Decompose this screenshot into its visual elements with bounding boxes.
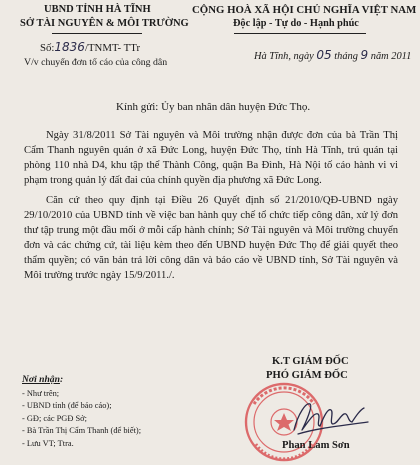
recipient-item: - Lưu VT; Ttra.: [22, 438, 74, 448]
recipient-item: - Bà Trần Thị Cẩm Thanh (để biết);: [22, 426, 142, 436]
handwritten-signature: [288, 392, 372, 442]
date-day: 05: [316, 48, 332, 62]
motto-underline: [234, 33, 366, 34]
paragraph-2: Căn cứ theo quy định tại Điều 26 Quyết định số 21/2010/QĐ-UBND ngày 29/10/2010 của UBND tỉnh về việc ban hành quy chế tổ chức tiếp công dân, xử lý đơn thư tập trung một đầu mối ở mỗi cấp hành chính; Sở Tài nguyên và Môi trường chuyển đơn và các chứng cứ, tài liệu kèm theo đến UBND huyện Đức Thọ để giải quyết theo thẩm quyền; có văn bản trả lời công dân và báo cáo về UBND tỉnh, Sở Tài nguyên và Môi trường trước ngày 15/9/2011./.: [24, 195, 398, 281]
doc-number-handwritten: 1836: [54, 40, 85, 54]
salutation: Kính gửi: Ủy ban nhân dân huyện Đức Thọ.: [116, 101, 311, 113]
org-underline: [52, 33, 142, 34]
date-year: năm 2011: [370, 51, 412, 62]
recipient-item: - GĐ; các PGĐ Sở;: [22, 413, 87, 423]
recipient-item: - UBND tỉnh (để báo cáo);: [22, 401, 112, 411]
org-line-2: SỞ TÀI NGUYÊN & MÔI TRƯỜNG: [20, 18, 189, 29]
signature-role-1: K.T GIÁM ĐỐC: [272, 356, 349, 367]
doc-number-prefix: Số:: [40, 42, 55, 54]
letter-body: [24, 128, 398, 283]
recipients-block: [22, 374, 141, 451]
doc-number: [40, 40, 140, 54]
date-place: Hà Tĩnh, ngày: [254, 51, 314, 62]
date-month: 9: [360, 48, 369, 62]
paragraph-1: Ngày 31/8/2011 Sở Tài nguyên và Môi trường nhận được đơn của bà Trần Thị Cẩm Thanh nguyên quán ở xã Đức Long, huyện Đức Thọ, tỉnh Hà Tĩnh, trú quán tại phòng 110 nhà D4, khu tập thể Thành Công, quận Ba Đình, Hà Nội tố cáo hành vi vi phạm trong quản lý đất đai của chính quyền địa phương xã Đức Long.: [24, 130, 398, 186]
signature-role-2: PHÓ GIÁM ĐỐC: [266, 370, 348, 381]
subject-line: V/v chuyển đơn tố cáo của công dân: [24, 57, 168, 68]
doc-number-suffix: /TNMT- TTr: [84, 42, 141, 54]
recipients-title: Nơi nhận:: [22, 374, 64, 385]
org-line-1: UBND TỈNH HÀ TĨNH: [44, 4, 151, 15]
recipient-item: - Như trên;: [22, 388, 60, 398]
nation-line-2: Độc lập - Tự do - Hạnh phúc: [233, 18, 359, 29]
date-month-label: tháng: [334, 51, 358, 62]
signer-name: Phan Lam Sơn: [282, 440, 350, 451]
nation-line-1: CỘNG HOÀ XÃ HỘI CHỦ NGHĨA VIỆT NAM: [192, 4, 417, 16]
date-line: [254, 48, 411, 62]
